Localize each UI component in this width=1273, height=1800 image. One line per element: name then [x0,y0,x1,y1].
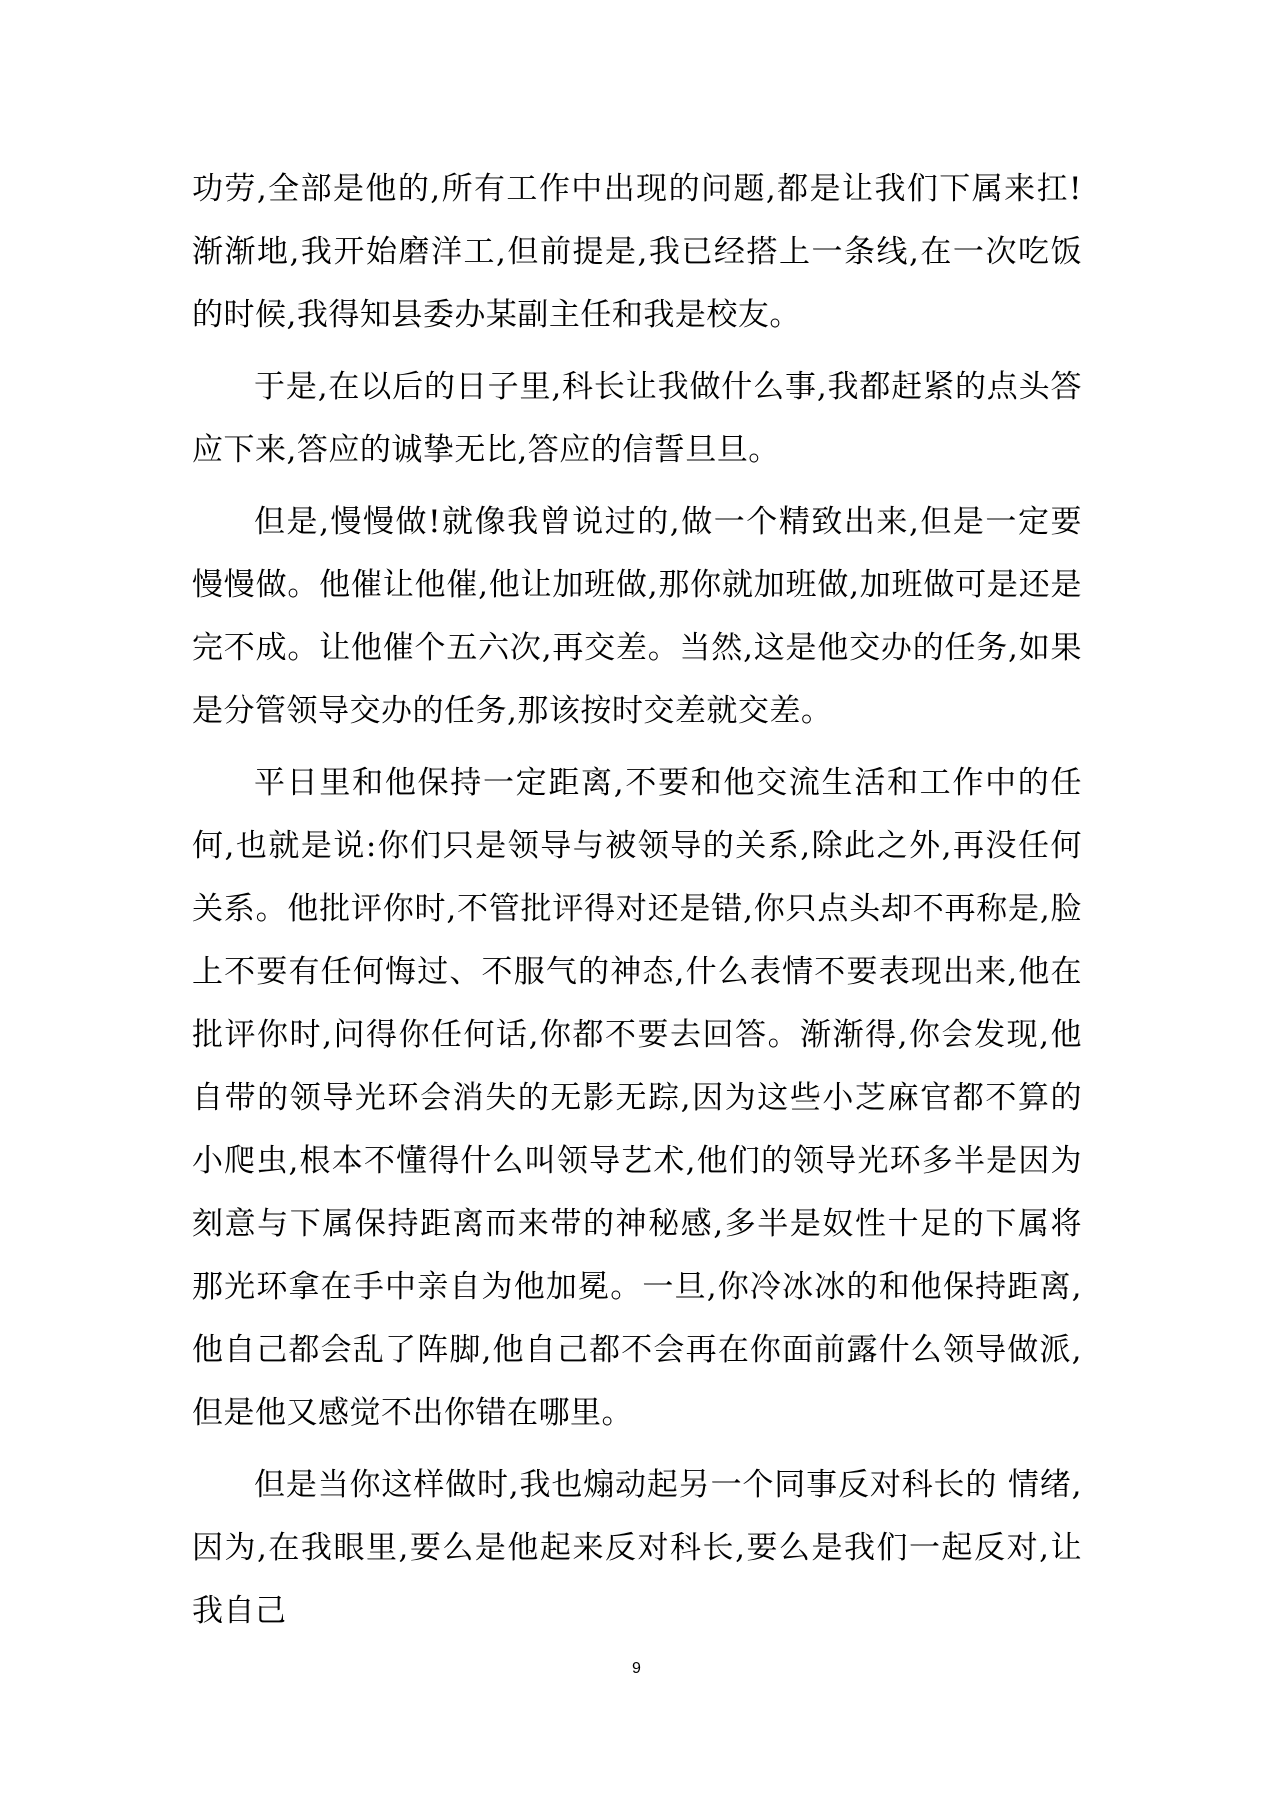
paragraph-2: 于是,在以后的日子里,科长让我做什么事,我都赶紧的点头答应下来,答应的诚挚无比,答应的信誓旦旦。 [192,369,1082,468]
paragraph-5: 但是当你这样做时,我也煽动起另一个同事反对科长的 情绪,因为,在我眼里,要么是他起来反对科长,要么是我们一起反对,让我自己 [192,1467,1082,1629]
paragraph-1: 功劳,全部是他的,所有工作中出现的问题,都是让我们下属来扛!渐渐地,我开始磨洋工,但前提是,我已经搭上一条线,在一次吃饭的时候,我得知县委办某副主任和我是校友。 [192,171,1082,333]
paragraph-4: 平日里和他保持一定距离,不要和他交流生活和工作中的任何,也就是说:你们只是领导与被领导的关系,除此之外,再没任何关系。他批评你时,不管批评得对还是错,你只点头却不再称是,脸上不要有任何悔过、不服气的神态,什么表情不要表现出来,他在批评你时,问得你任何话,你都不要去回答。渐渐得,你会发现,他自带的领导光环会消失的无影无踪,因为这些小芝麻官都不算的小爬虫,根本不懂得什么叫领导艺术,他们的领导光环多半是因为刻意与下属保持距离而来带的神秘感,多半是奴性十足的下属将那光环拿在手中亲自为他加冕。一旦,你冷冰冰的和他保持距离,他自己都会乱了阵脚,他自己都不会再在你面前露什么领导做派,但是他又感觉不出你错在哪里。 [192,765,1082,1431]
page-number: 9 [632,1660,641,1677]
body-text [192,158,1082,1643]
paragraph-3: 但是,慢慢做!就像我曾说过的,做一个精致出来,但是一定要慢慢做。他催让他催,他让加班做,那你就加班做,加班做可是还是完不成。让他催个五六次,再交差。当然,这是他交办的任务,如果是分管领导交办的任务,那该按时交差就交差。 [192,504,1082,729]
